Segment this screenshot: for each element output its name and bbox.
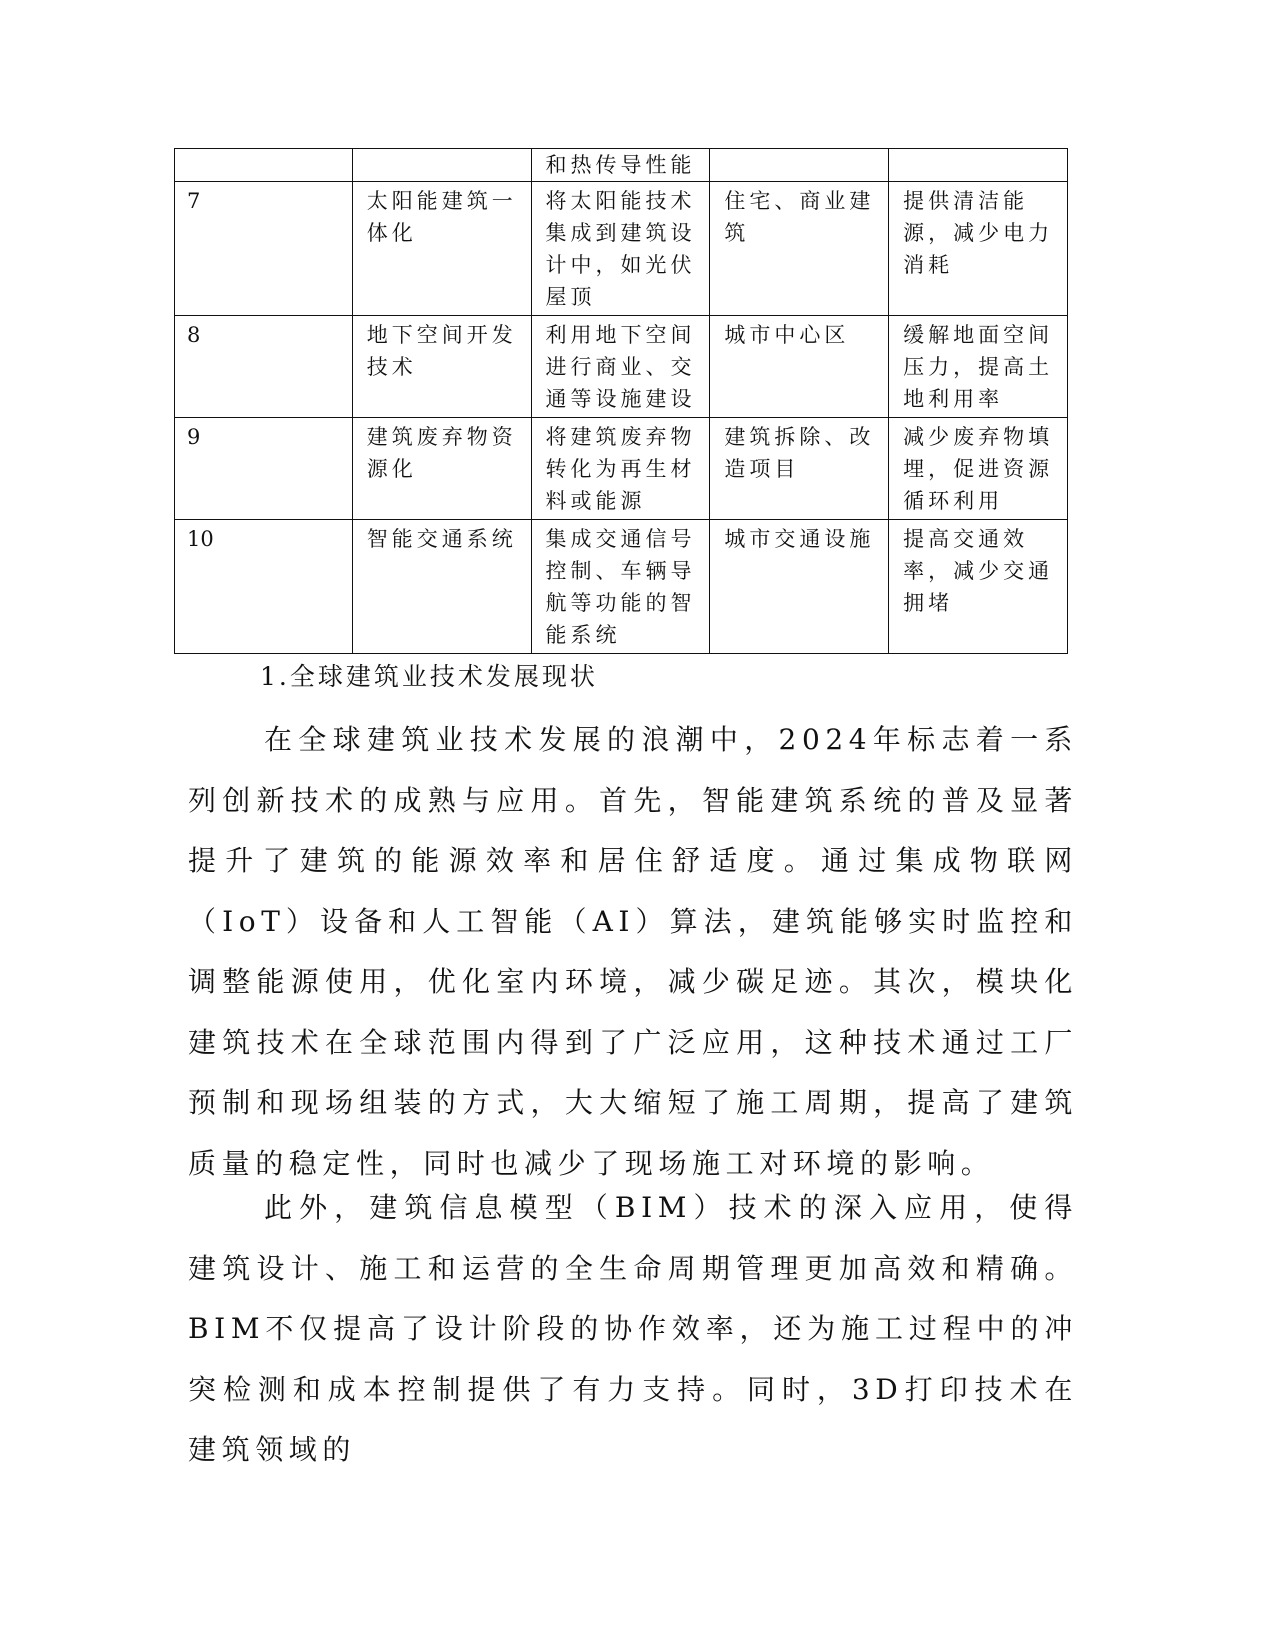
table-cell-description: 将建筑废弃物转化为再生材料或能源 — [531, 418, 710, 520]
technology-table — [174, 148, 1068, 654]
table-cell-technology: 建筑废弃物资源化 — [352, 418, 531, 520]
table-cell-number: 9 — [175, 418, 353, 520]
table-cell-technology: 地下空间开发技术 — [352, 316, 531, 418]
table-row — [175, 316, 1068, 418]
table-cell-effect — [889, 149, 1068, 182]
body-paragraph: 此外，建筑信息模型（BIM）技术的深入应用，使得建筑设计、施工和运营的全生命周期管理更加高效和精确。BIM不仅提高了设计阶段的协作效率，还为施工过程中的冲突检测和成本控制提供了有力支持。同时，3D打印技术在建筑领域的 — [188, 1191, 1078, 1466]
table-cell-number — [175, 149, 353, 182]
table-row — [175, 182, 1068, 316]
table-cell-number: 10 — [175, 520, 353, 654]
table-cell-number: 8 — [175, 316, 353, 418]
table-cell-effect: 提供清洁能源，减少电力消耗 — [889, 182, 1068, 316]
table-cell-effect: 缓解地面空间压力，提高土地利用率 — [889, 316, 1068, 418]
table-row — [175, 418, 1068, 520]
table-cell-technology — [352, 149, 531, 182]
table-cell-scope: 住宅、商业建筑 — [710, 182, 889, 316]
table-cell-technology: 智能交通系统 — [352, 520, 531, 654]
table-cell-description: 将太阳能技术集成到建筑设计中，如光伏屋顶 — [531, 182, 710, 316]
table-cell-scope: 城市中心区 — [710, 316, 889, 418]
table-cell-description: 集成交通信号控制、车辆导航等功能的智能系统 — [531, 520, 710, 654]
table-cell-technology: 太阳能建筑一体化 — [352, 182, 531, 316]
table-cell-description: 和热传导性能 — [531, 149, 710, 182]
table-cell-scope: 城市交通设施 — [710, 520, 889, 654]
table-row — [175, 520, 1068, 654]
body-paragraph: 在全球建筑业技术发展的浪潮中，2024年标志着一系列创新技术的成熟与应用。首先，智能建筑系统的普及显著提升了建筑的能源效率和居住舒适度。通过集成物联网（IoT）设备和人工智能（AI）算法，建筑能够实时监控和调整能源使用，优化室内环境，减少碳足迹。其次，模块化建筑技术在全球范围内得到了广泛应用，这种技术通过工厂预制和现场组装的方式，大大缩短了施工周期，提高了建筑质量的稳定性，同时也减少了现场施工对环境的影响。 — [188, 723, 1078, 1180]
table-row — [175, 149, 1068, 182]
table-cell-scope: 建筑拆除、改造项目 — [710, 418, 889, 520]
table-cell-description: 利用地下空间进行商业、交通等设施建设 — [531, 316, 710, 418]
table-cell-scope — [710, 149, 889, 182]
section-heading: 1.全球建筑业技术发展现状 — [260, 662, 598, 691]
table-cell-effect: 提高交通效率，减少交通拥堵 — [889, 520, 1068, 654]
table-cell-number: 7 — [175, 182, 353, 316]
table-cell-effect: 减少废弃物填埋，促进资源循环利用 — [889, 418, 1068, 520]
